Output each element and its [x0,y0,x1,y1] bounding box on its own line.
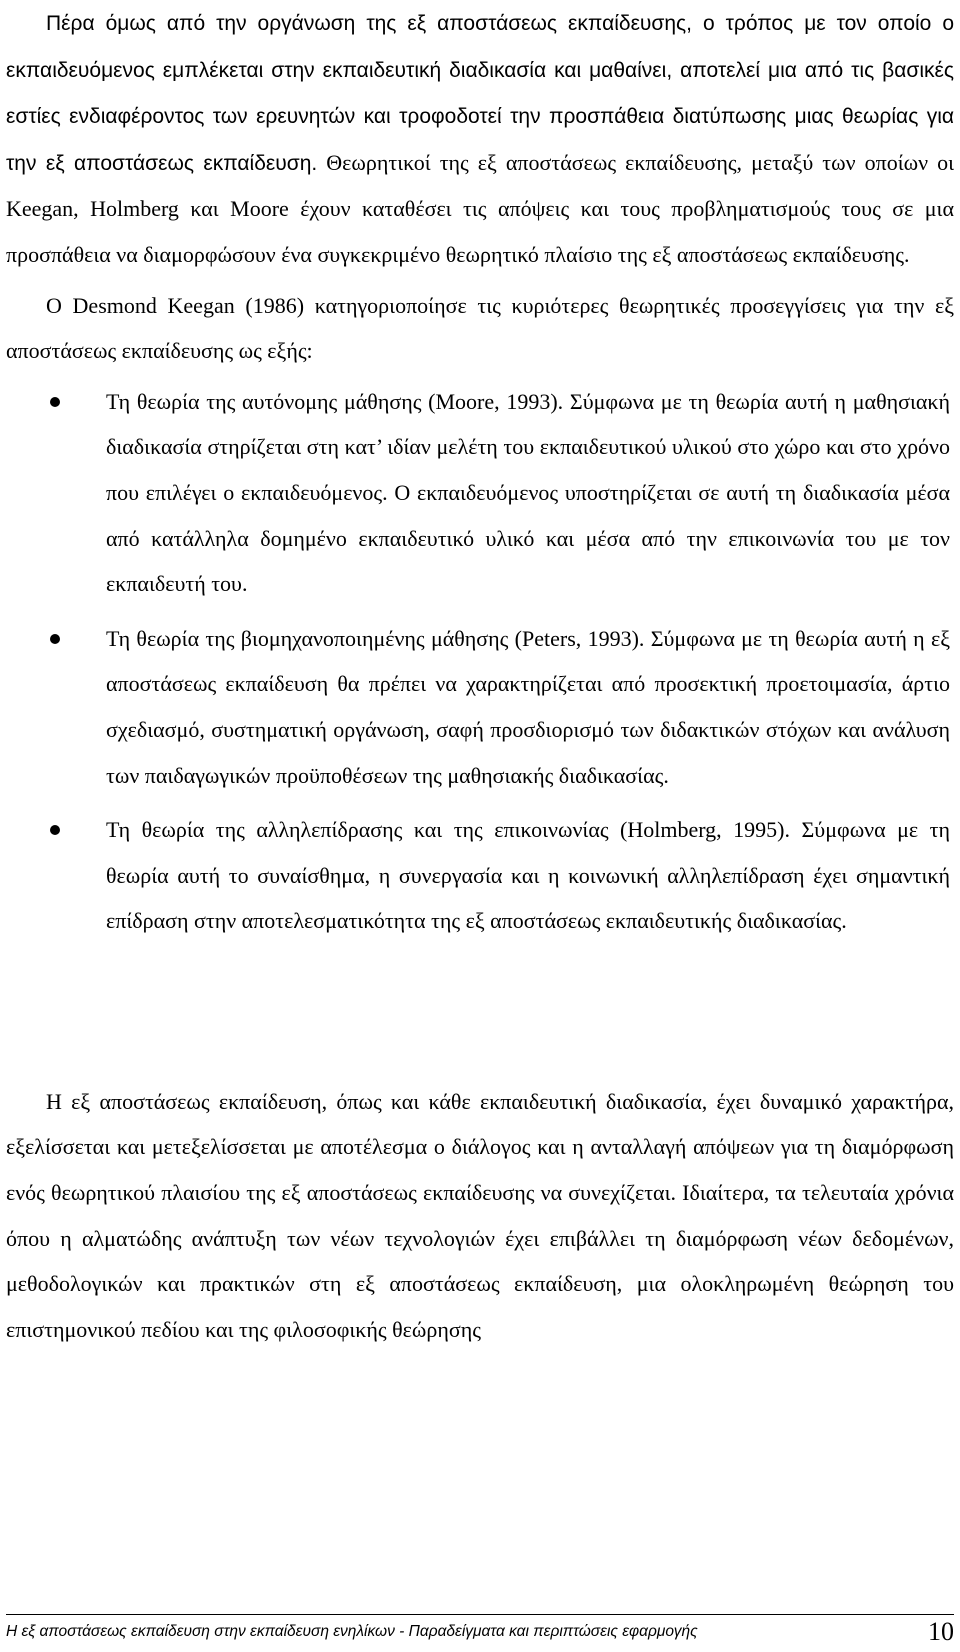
list-item [6,616,954,798]
footer-title: Η εξ αποστάσεως εκπαίδευση στην εκπαίδευση ενηλίκων - Παραδείγματα και περιπτώσεις εφαρμογής [6,1623,698,1640]
intro-paragraph-sans-part: Πέρα όμως από την οργάνωση της εξ αποστάσεως εκπαίδευσης, ο τρόπος με τον οποίο ο εκπαιδευόμενος εμπλέκεται στην εκπαιδευτική διαδικασία και μαθαίνει, αποτελεί μια από τις βασικές εστίες ενδιαφέροντος των ερευνητών και τροφοδοτεί την προσπάθεια διατύπωσης μιας θεωρίας για την εξ αποστάσεως εκπαίδευση. [6,12,954,175]
intro-paragraph [6,0,954,278]
page-footer [6,1614,954,1652]
list-item-lead: Τη θεωρία της αυτόνομης μάθησης (Moore, 1993). [106,388,564,414]
document-page [6,0,954,1352]
list-item [6,379,954,607]
list-item-lead: Τη θεωρία της αλληλεπίδρασης και της επικοινωνίας (Holmberg, 1995). [106,817,790,843]
list-item-text: Σύμφωνα με τη θεωρία αυτή η εξ αποστάσεως εκπαίδευση θα πρέπει να χαρακτηρίζεται από προσεκτική προετοιμασία, άρτιο σχεδιασμό, συστηματική οργάνωση, σαφή προσδιορισμό των διδακτικών στόχων και ανάλυση των παιδαγωγικών προϋποθέσεων της μαθησιακής διαδικασίας. [106,625,950,788]
conclusion-paragraph: Η εξ αποστάσεως εκπαίδευση, όπως και κάθε εκπαιδευτική διαδικασία, έχει δυναμικό χαρακτήρα, εξελίσσεται και μετεξελίσσεται με αποτέλεσμα ο διάλογος και η ανταλλαγή απόψεων για τη διαμόρφωση ενός θεωρητικού πλαισίου της εξ αποστάσεως εκπαίδευσης να συνεχίζεται. Ιδιαίτερα, τα τελευταία χρόνια όπου η αλματώδης ανάπτυξη των νέων τεχνολογιών έχει επιβάλλει τη διαμόρφωση νέων δεδομένων, μεθοδολογικών και πρακτικών στη εξ αποστάσεως εκπαίδευση, μια ολοκληρωμένη θεώρηση του επιστημονικού πεδίου και της φιλοσοφικής θεώρησης [6,1088,954,1342]
list-item-text: Σύμφωνα με τη θεωρία αυτή το συναίσθημα, η συνεργασία και η κοινωνική αλληλεπίδραση έχει σημαντική επίδραση στην αποτελεσματικότητα της εξ αποστάσεως εκπαιδευτικής διαδικασίας. [106,817,950,934]
list-item-lead: Τη θεωρία της βιομηχανοποιημένης μάθησης (Peters, 1993). [106,625,645,651]
list-item-text: Σύμφωνα με τη θεωρία αυτή η μαθησιακή διαδικασία στηρίζεται στη κατ’ ιδίαν μελέτη του εκπαιδευτικού υλικού στο χώρο και στο χρόνο που επιλέγει ο εκπαιδευόμενος. Ο εκπαιδευόμενος υποστηρίζεται σε αυτή τη διαδικασία μέσα από κατάλληλα δομημένο εκπαιδευτικό υλικό και μέσα από την επικοινωνία του με τον εκπαιδευτή του. [106,388,951,597]
keegan-paragraph: Ο Desmond Keegan (1986) κατηγοριοποίησε τις κυριότερες θεωρητικές προσεγγίσεις για την εξ αποστάσεως εκπαίδευσης ως εξής: [6,292,954,364]
theory-list [6,379,954,944]
bullet-icon [50,634,60,644]
intro-paragraph-serif-part: Θεωρητικοί της εξ αποστάσεως εκπαίδευσης, μεταξύ των οποίων οι Keegan, Holmberg και Moore έχουν καταθέσει τις απόψεις και τους προβληματισμούς τους σε μια προσπάθεια να διαμορφώσουν ένα συγκεκριμένο θεωρητικό πλαίσιο της εξ αποστάσεως εκπαίδευσης. [6,149,955,267]
page-number: 10 [928,1617,954,1646]
bullet-icon [50,397,60,407]
list-item [6,807,954,944]
bullet-icon [50,825,60,835]
